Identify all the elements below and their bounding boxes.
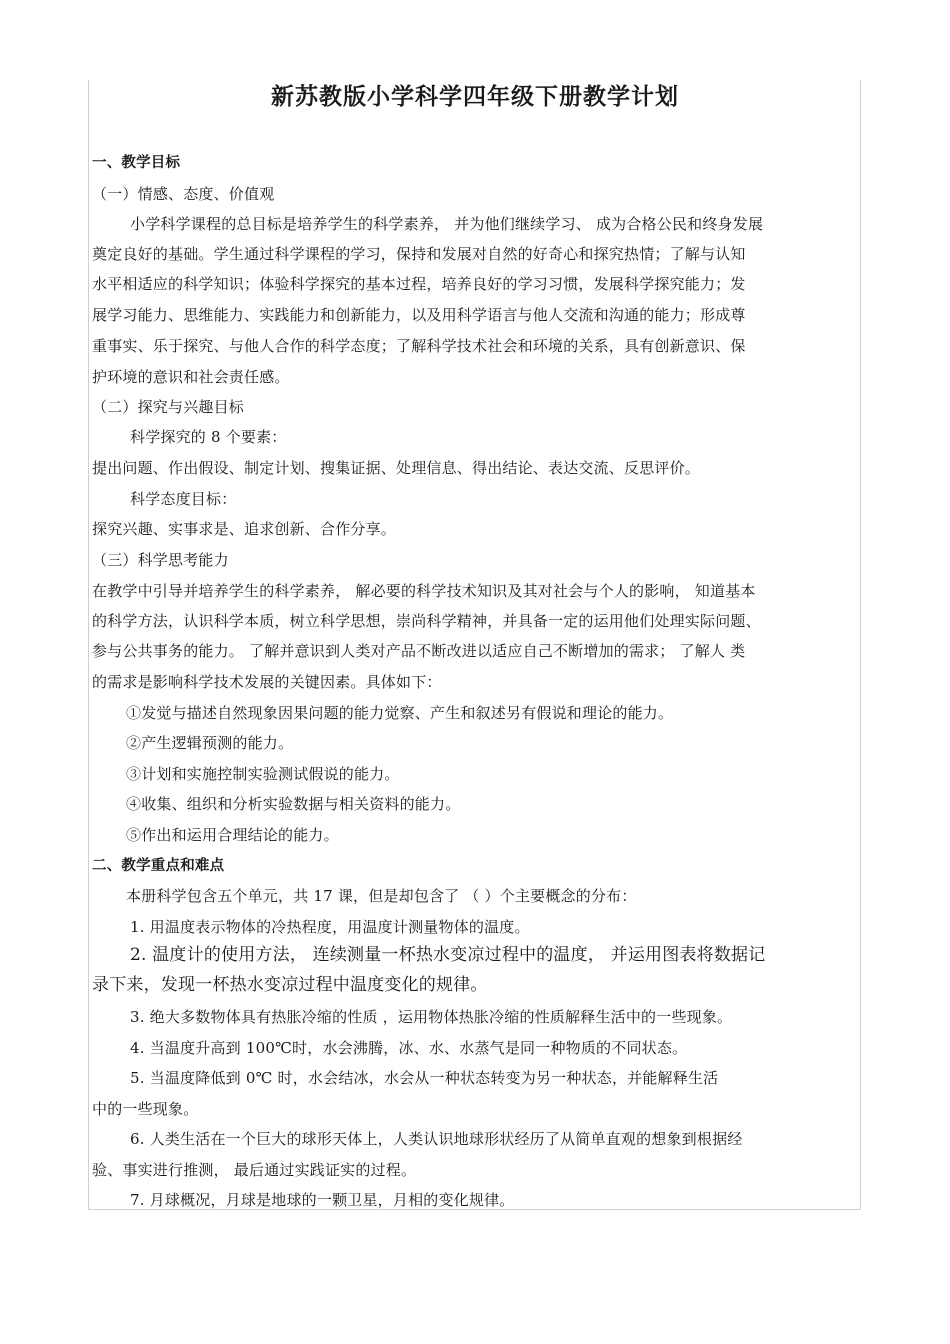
document-title: 新苏教版小学科学四年级下册教学计划 — [271, 84, 679, 110]
paragraph-line: 在教学中引导并培养学生的科学素养， 解必要的科学技术知识及其对社会与个人的影响， 知道基本 — [92, 582, 756, 600]
ability-item: ①发觉与描述自然现象因果问题的能力觉察、产生和叙述另有假说和理论的能力。 — [126, 704, 674, 722]
subsection-2-heading: （二）探究与兴趣目标 — [92, 398, 245, 416]
attitude-intro: 科学态度目标： — [130, 490, 237, 508]
inquiry-elements: 提出问题、作出假设、制定计划、搜集证据、处理信息、得出结论、表达交流、反思评价。 — [92, 459, 701, 477]
paragraph-line: 重事实、乐于探究、与他人合作的科学态度；了解科学技术社会和环境的关系，具有创新意识、保 — [92, 337, 746, 355]
concepts-intro: 本册科学包含五个单元，共 17 课，但是却包含了 （ ）个主要概念的分布： — [126, 887, 637, 905]
ability-item: ④收集、组织和分析实验数据与相关资料的能力。 — [126, 795, 461, 813]
ability-item: ②产生逻辑预测的能力。 — [126, 734, 294, 752]
paragraph-line: 展学习能力、思维能力、实践能力和创新能力，以及用科学语言与他人交流和沟通的能力；形成尊 — [92, 306, 746, 324]
section-2-heading: 二、教学重点和难点 — [92, 858, 225, 874]
paragraph-line: 水平相适应的科学知识；体验科学探究的基本过程，培养良好的学习习惯，发展科学探究能力；发 — [92, 275, 746, 293]
paragraph-line: 参与公共事务的能力。 了解并意识到人类对产品不断改进以适应自己不断增加的需求； 了解人 类 — [92, 642, 746, 660]
key-point: 7. 月球概况，月球是地球的一颗卫星，月相的变化规律。 — [130, 1191, 515, 1209]
key-point: 录下来，发现一杯热水变凉过程中温度变化的规律。 — [92, 975, 488, 995]
attitude-goals: 探究兴趣、实事求是、追求创新、合作分享。 — [92, 520, 397, 538]
section-1-heading: 一、教学目标 — [92, 155, 181, 171]
paragraph-line: 护环境的意识和社会责任感。 — [92, 368, 290, 386]
inquiry-intro: 科学探究的 8 个要素： — [130, 428, 287, 446]
key-point: 中的一些现象。 — [92, 1100, 199, 1118]
ability-item: ⑤作出和运用合理结论的能力。 — [126, 826, 339, 844]
key-point: 6. 人类生活在一个巨大的球形天体上，人类认识地球形状经历了从简单直观的想象到根据经 — [130, 1130, 743, 1148]
paragraph-line: 的需求是影响科学技术发展的关键因素。具体如下： — [92, 673, 442, 691]
paragraph-line: 奠定良好的基础。学生通过科学课程的学习，保持和发展对自然的好奇心和探究热情；了解与认知 — [92, 245, 746, 263]
subsection-1-heading: （一）情感、态度、价值观 — [92, 185, 275, 203]
key-point: 5. 当温度降低到 0℃ 时，水会结冰，水会从一种状态转变为另一种状态，并能解释生活 — [130, 1069, 719, 1087]
paragraph-line: 小学科学课程的总目标是培养学生的科学素养， 并为他们继续学习、 成为合格公民和终身发展 — [130, 215, 764, 233]
key-point: 2. 温度计的使用方法， 连续测量一杯热水变凉过程中的温度， 并运用图表将数据记 — [130, 945, 766, 965]
key-point: 4. 当温度升高到 100℃时，水会沸腾，冰、水、水蒸气是同一种物质的不同状态。 — [130, 1039, 688, 1057]
paragraph-line: 的科学方法，认识科学本质，树立科学思想，崇尚科学精神，并具备一定的运用他们处理实际问题、 — [92, 612, 761, 630]
subsection-3-heading: （三）科学思考能力 — [92, 551, 229, 569]
key-point: 1. 用温度表示物体的冷热程度，用温度计测量物体的温度。 — [130, 918, 530, 936]
ability-item: ③计划和实施控制实验测试假说的能力。 — [126, 765, 400, 783]
key-point: 3. 绝大多数物体具有热胀冷缩的性质 ，运用物体热胀冷缩的性质解释生活中的一些现象。 — [130, 1008, 733, 1026]
key-point: 验、事实进行推测， 最后通过实践证实的过程。 — [92, 1161, 417, 1179]
